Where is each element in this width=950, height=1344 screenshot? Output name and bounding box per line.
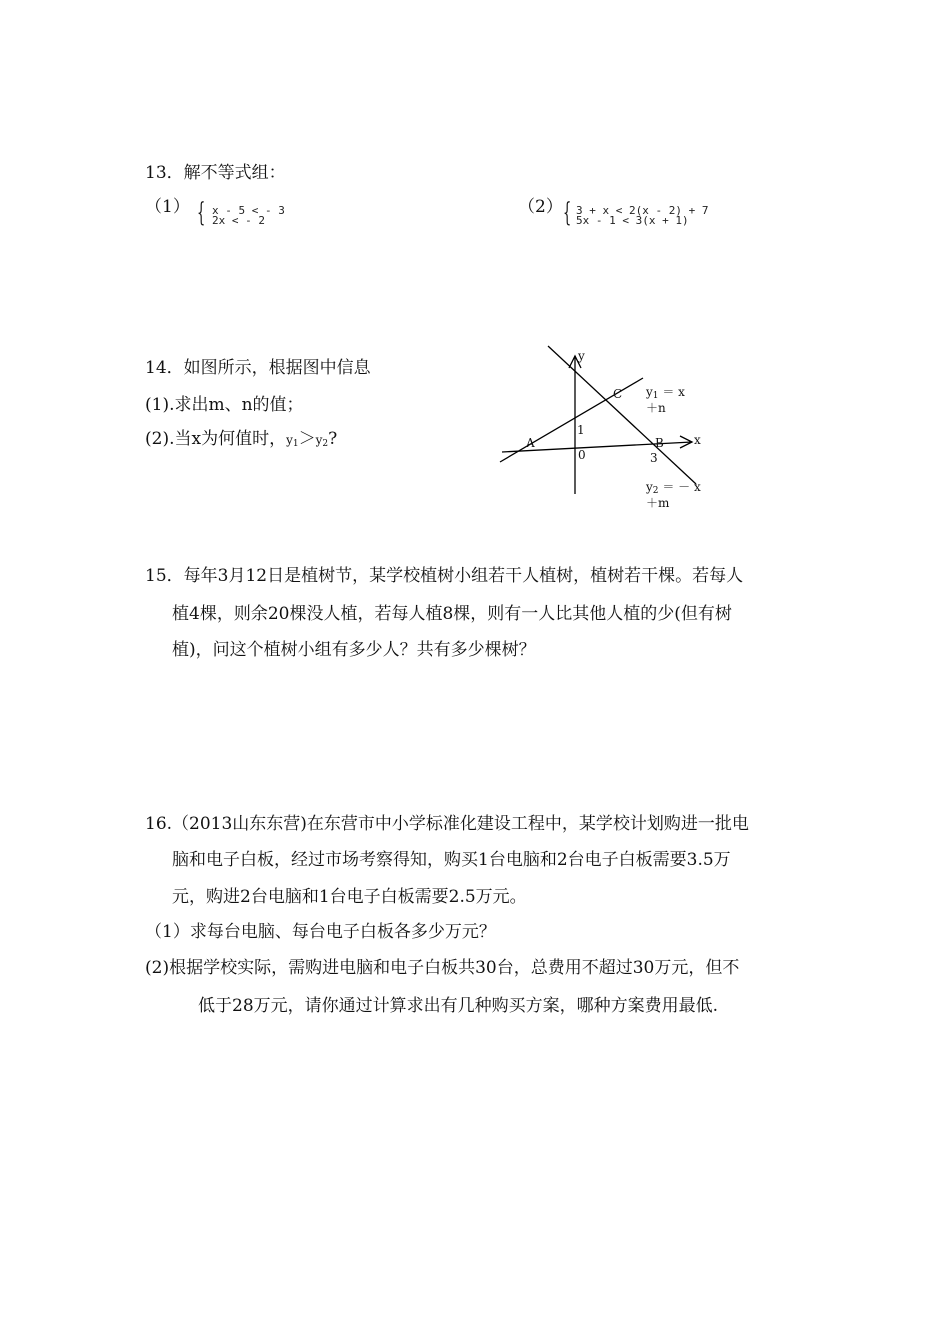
q13-part1-ineq-2: 2x < - 2: [212, 214, 265, 227]
q13-part1-system: [212, 206, 285, 226]
q15-line-1: 15．每年3月12日是植树节，某学校植树小组若干人植树，植树若干棵。若每人: [145, 566, 744, 586]
q13-part1-label: （1）: [145, 197, 190, 217]
q16-line-1: 16.（2013山东东营)在东营市中小学标准化建设工程中，某学校计划购进一批电: [145, 814, 749, 834]
q14-sub2: [145, 429, 337, 454]
fig-eq2-line1: $y_2$ ＝ － x: [646, 480, 701, 496]
q14-sub2-suffix: ?: [328, 429, 338, 449]
q16-line-5: (2)根据学校实际，需购进电脑和电子白板共30台，总费用不超过30万元，但不: [145, 958, 740, 978]
fig-label-C: C: [613, 387, 623, 401]
q14-title: 14．如图所示，根据图中信息: [145, 358, 371, 378]
q16-line-4: （1）求每台电脑、每台电子白板各多少万元？: [145, 922, 496, 942]
q14-y1: $y_1$: [286, 433, 299, 449]
q13-part2-system: [576, 206, 708, 226]
line-y2: [548, 346, 696, 484]
fig-label-A: A: [526, 436, 535, 450]
q16-line-6: 低于28万元，请你通过计算求出有几种购买方案，哪种方案费用最低.: [198, 996, 719, 1016]
q13-title: 13．解不等式组：: [145, 163, 286, 183]
fig-label-x: x: [694, 433, 701, 447]
fig-eq2-line2: ＋m: [646, 496, 670, 510]
q14-gt: ＞: [298, 429, 316, 449]
q16-line-2: 脑和电子白板，经过市场考察得知，购买1台电脑和2台电子白板需要3.5万: [172, 850, 731, 870]
fig-label-3: 3: [650, 451, 658, 465]
fig-eq1-line1: $y_1 = x$: [646, 385, 685, 401]
q13-part2-ineq-1: 3 + x < 2(x - 2) + 7: [576, 204, 709, 217]
q13-part1-brace: {: [197, 198, 206, 228]
q14-y2: $y_2$: [315, 433, 329, 449]
q14-sub2-prefix: (2).当x为何值时，: [145, 429, 287, 449]
q13-part2-label: （2）: [518, 197, 563, 217]
fig-eq1-line2: ＋n: [646, 401, 666, 415]
q13-part1-ineq-1: x - 5 < - 3: [212, 204, 285, 217]
fig-label-origin: 0: [578, 448, 586, 462]
q15-line-3: 植)，问这个植树小组有多少人？共有多少棵树？: [172, 640, 536, 660]
q13-part2-ineq-2: 5x - 1 < 3(x + 1): [576, 214, 689, 227]
q14-sub1: (1).求出m、n的值；: [145, 395, 304, 415]
q16-line-3: 元，购进2台电脑和1台电子白板需要2.5万元。: [172, 887, 527, 907]
fig-label-B: B: [655, 436, 664, 450]
fig-label-y: y: [578, 349, 585, 363]
fig-label-1: 1: [577, 423, 585, 437]
q13-part2-brace: {: [563, 198, 572, 228]
q15-line-2: 植4棵，则余20棵没人植，若每人植8棵，则有一人比其他人植的少(但有树: [172, 604, 732, 624]
